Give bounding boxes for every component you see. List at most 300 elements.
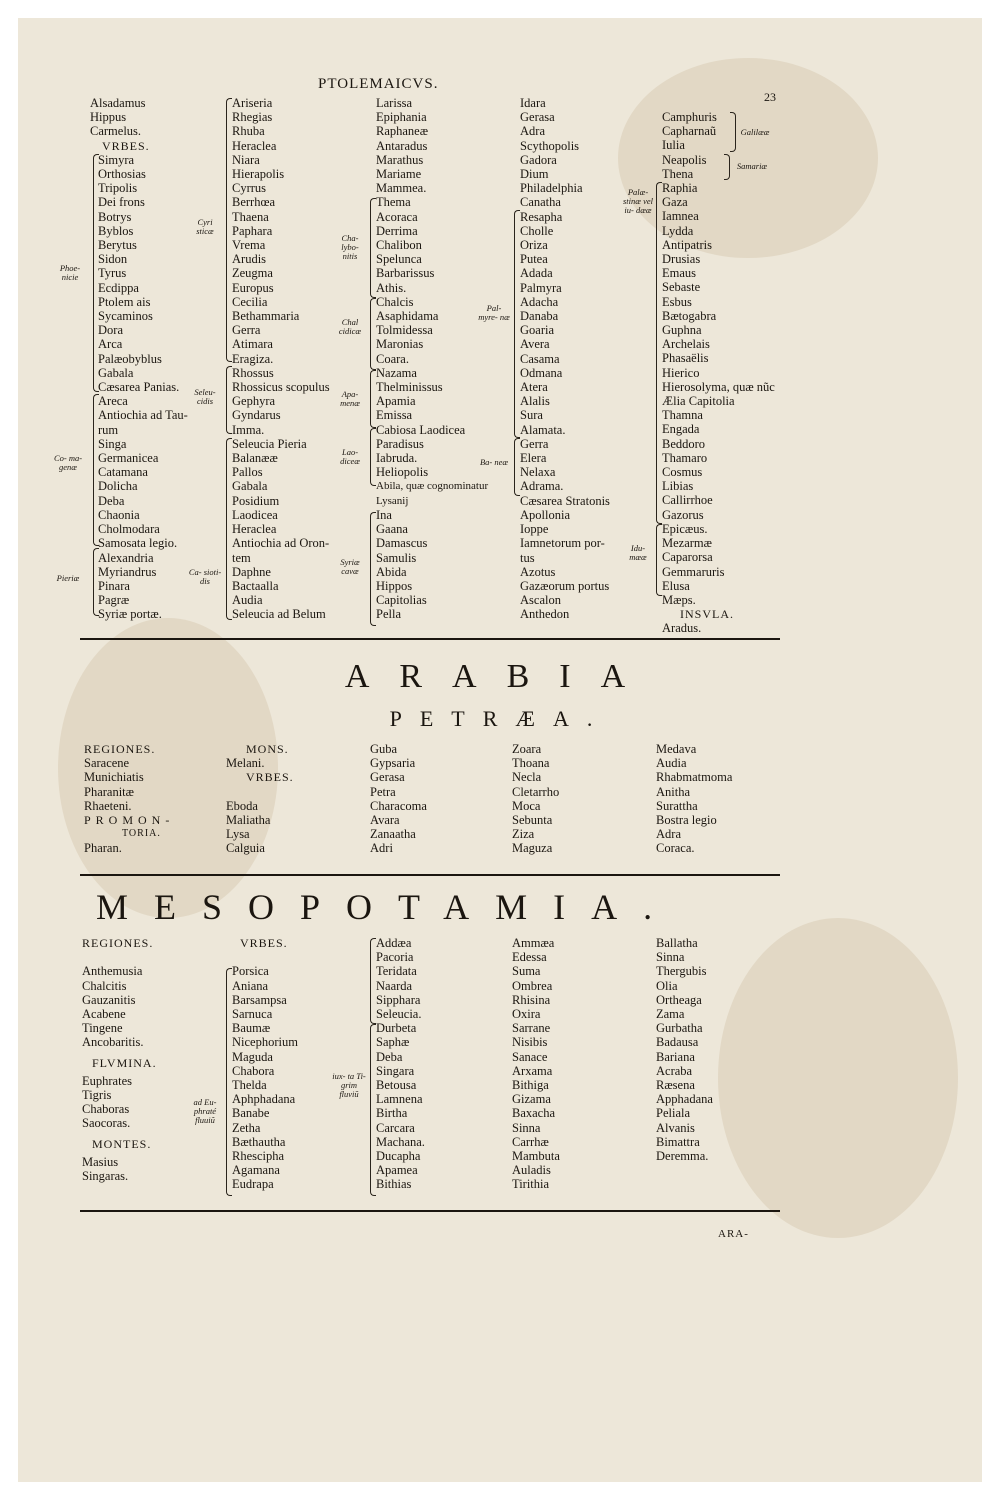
place-name: Ortheaga xyxy=(656,992,702,1007)
place-name: Pharanitæ xyxy=(84,784,134,799)
tlist-top xyxy=(90,96,188,139)
place-name: Adra xyxy=(520,124,545,139)
place-name: Atera xyxy=(520,380,548,395)
section-heading: REGIONES. xyxy=(84,742,156,756)
place-name: Cletarrho xyxy=(512,784,560,799)
tlist-syria-cava xyxy=(368,508,488,622)
place-name: Apamia xyxy=(376,394,416,409)
brace xyxy=(724,154,730,180)
place-name: Putea xyxy=(520,252,548,267)
place-name: Acraba xyxy=(656,1063,693,1078)
place-name: Carcara xyxy=(376,1120,415,1135)
place-name: Sura xyxy=(520,408,543,423)
place-name: Mammea. xyxy=(376,181,427,196)
place-name: Paradisus xyxy=(376,436,424,451)
place-name: Gerra xyxy=(232,323,261,338)
place-name: Raphaneæ xyxy=(376,124,429,139)
place-name: Asaphidama xyxy=(376,309,439,324)
place-name: Zoara xyxy=(512,742,542,756)
place-name: Phasaëlis xyxy=(662,351,709,366)
brace xyxy=(93,154,99,392)
place-name: Nazama xyxy=(376,365,417,380)
arabia-col-1 xyxy=(84,742,174,856)
side-label-phoenicia: Phoe- nicie xyxy=(59,263,81,282)
place-name: Gemmaruris xyxy=(662,564,725,579)
place-name: Baumæ xyxy=(232,1021,271,1036)
section-heading: VRBES. xyxy=(102,138,150,153)
tlist-meso-3 xyxy=(368,1021,425,1191)
place-name: Abila, quæ cognominatur xyxy=(376,480,489,493)
brace xyxy=(93,548,99,616)
meso-col-1 xyxy=(82,936,157,1183)
section-heading: VRBES. xyxy=(240,936,288,950)
place-name: Catamana xyxy=(98,465,148,480)
place-name: Sebaste xyxy=(662,280,701,295)
place-name: Idara xyxy=(520,96,546,110)
place-name: Rhossicus scopulus xyxy=(232,380,330,395)
place-name: Gerra xyxy=(520,436,549,451)
place-name: Adri xyxy=(370,841,393,856)
place-name: Mæps. xyxy=(662,592,696,607)
place-name: Epicæus. xyxy=(662,521,708,536)
place-name: Iamnea xyxy=(662,209,699,224)
place-name: Peliala xyxy=(656,1106,691,1121)
place-name: Philadelphia xyxy=(520,181,583,196)
place-name: Lamnena xyxy=(376,1092,423,1107)
place-name: Acabene xyxy=(82,1007,126,1021)
place-name: Masius xyxy=(82,1154,119,1169)
place-name: Petra xyxy=(370,784,396,799)
place-name: Chalcis xyxy=(376,294,414,309)
place-name: Samosata legio. xyxy=(98,536,178,551)
section-heading: MONTES. xyxy=(92,1136,152,1151)
place-name: Alamata. xyxy=(520,422,566,437)
place-name: Medava xyxy=(656,742,697,756)
place-name: Ptolem ais xyxy=(98,294,151,309)
place-name: Coraca. xyxy=(656,841,695,856)
place-name: Dei frons xyxy=(98,195,145,210)
place-name: Bostra legio xyxy=(656,813,717,828)
place-name: Heliopolis xyxy=(376,465,429,480)
place-name: Capharnaũ xyxy=(662,124,717,139)
place-name: Deba xyxy=(376,1049,403,1064)
place-name: Damascus xyxy=(376,536,428,551)
place-name: Gazorus xyxy=(662,507,704,522)
place-name: Balanææ xyxy=(232,451,278,466)
place-name: Zetha xyxy=(232,1120,261,1135)
syria-col-2 xyxy=(224,96,330,622)
place-name: Guba xyxy=(370,742,398,756)
place-name: Sanace xyxy=(512,1049,548,1064)
place-name: Anthemusia xyxy=(82,964,143,979)
brace xyxy=(226,968,232,1196)
syria-col-5 xyxy=(654,110,775,636)
meso-col-5 xyxy=(656,936,713,1163)
tlist-laodiceae xyxy=(368,423,488,480)
section-heading: TORIA. xyxy=(122,828,161,840)
brace xyxy=(226,98,232,362)
place-name: Emissa xyxy=(376,408,413,423)
place-name: Oxira xyxy=(512,1007,541,1022)
brace xyxy=(93,394,99,546)
place-name: Maronias xyxy=(376,337,424,352)
tlist-meso-5 xyxy=(656,936,713,1163)
tlist-promontoria xyxy=(84,841,174,855)
place-name: Ascalon xyxy=(520,593,561,608)
place-name: Tolmidessa xyxy=(376,323,433,338)
place-name: Mambuta xyxy=(512,1149,560,1164)
place-name: Heraclea xyxy=(232,138,277,153)
tlist-batanaeae xyxy=(512,437,610,494)
tlist-commagene xyxy=(90,394,188,550)
section-heading: INSVLA. xyxy=(680,607,734,622)
brace xyxy=(370,428,376,486)
place-name: Saphæ xyxy=(376,1035,410,1050)
place-name: Ina xyxy=(376,507,392,522)
place-name: Avara xyxy=(370,813,400,828)
place-name: tem xyxy=(232,550,251,565)
place-name: Goaria xyxy=(520,323,555,338)
place-name: Zanaatha xyxy=(370,827,416,842)
place-name: Oriza xyxy=(520,238,548,253)
tlist-idumaeae xyxy=(654,536,775,607)
place-name: Niara xyxy=(232,152,260,167)
place-name: Bæthautha xyxy=(232,1134,286,1149)
meso-col-4 xyxy=(512,936,560,1192)
place-name: Melani. xyxy=(226,756,265,771)
tlist-regiones xyxy=(82,964,157,1049)
place-name: Gurbatha xyxy=(656,1021,703,1036)
side-label-galilaeae: Galilææ xyxy=(740,127,770,137)
place-name: Epiphania xyxy=(376,110,427,125)
place-name: Adrama. xyxy=(520,479,564,494)
place-name: Engada xyxy=(662,422,700,437)
tlist-arabia-5 xyxy=(656,742,732,856)
place-name: Guphna xyxy=(662,323,702,338)
place-name: Antaradus xyxy=(376,138,428,153)
side-label-syria-cava: Syriæ cavæ xyxy=(340,557,360,576)
tlist-palaestinae xyxy=(654,181,775,536)
place-name: Thena xyxy=(662,166,694,181)
place-name: rum xyxy=(98,422,119,437)
place-name: Betousa xyxy=(376,1078,417,1093)
brace xyxy=(370,298,376,370)
place-name: Larissa xyxy=(376,96,413,110)
place-name: Sycaminos xyxy=(98,309,153,324)
place-name: Hierosolyma, quæ nũc xyxy=(662,379,775,394)
place-name: Coara. xyxy=(376,351,409,366)
section-heading: VRBES. xyxy=(246,770,294,785)
place-name: Alvanis xyxy=(656,1120,695,1135)
brace xyxy=(514,438,520,496)
tlist-phoenicia xyxy=(90,153,188,394)
place-name: Gizama xyxy=(512,1092,551,1107)
horizontal-rule xyxy=(80,1210,780,1212)
place-name: Alsadamus xyxy=(90,96,146,110)
side-label-euphrates: ad Eu- phraté fluuiũ xyxy=(193,1097,217,1125)
place-name: Teridata xyxy=(376,964,417,979)
brace xyxy=(370,198,376,298)
place-name: Agamana xyxy=(232,1163,280,1178)
place-name: Saocoras. xyxy=(82,1116,131,1131)
side-label-palmyrenae: Pal- myre- næ xyxy=(478,303,510,322)
place-name: Ziza xyxy=(512,827,535,842)
side-label-tigris: iux- ta Ti- grim fluviũ xyxy=(332,1071,366,1099)
place-name: Heraclea xyxy=(232,522,277,537)
place-name: Necla xyxy=(512,770,542,785)
place-name: Paphara xyxy=(232,223,273,238)
place-name: Cabiosa Laodicea xyxy=(376,422,466,437)
place-name: Ioppe xyxy=(520,522,549,537)
place-name: Elusa xyxy=(662,578,690,593)
place-name: Thelda xyxy=(232,1078,267,1093)
place-name: Sinna xyxy=(656,950,685,965)
place-name: Chaboras xyxy=(82,1102,130,1117)
place-name: Capitolias xyxy=(376,593,427,608)
place-name: Tirithia xyxy=(512,1177,550,1192)
brace xyxy=(370,938,376,1024)
place-name: Adacha xyxy=(520,294,559,309)
place-name: Athis. xyxy=(376,280,407,295)
place-name: tus xyxy=(520,550,535,565)
tlist-regiones xyxy=(84,756,174,813)
place-name: Berrhœa xyxy=(232,195,276,210)
place-name: Esbus xyxy=(662,294,692,309)
tlist-palmyrenae xyxy=(512,210,610,437)
place-name: Cæsarea Panias. xyxy=(98,380,180,395)
place-name: Bactaalla xyxy=(232,578,279,593)
place-name: Eboda xyxy=(226,798,258,813)
place-name: Drusias xyxy=(662,252,701,267)
place-name: Scythopolis xyxy=(520,138,580,153)
brace xyxy=(370,1024,376,1196)
place-name: Audia xyxy=(656,756,687,771)
place-name: Rhescipha xyxy=(232,1149,285,1164)
book-page xyxy=(18,18,982,1482)
place-name: Danaba xyxy=(520,309,559,324)
place-name: Syriæ portæ. xyxy=(98,607,162,622)
place-name: Rhossus xyxy=(232,365,274,380)
place-name: Pagræ xyxy=(98,593,130,608)
place-name: Bithias xyxy=(376,1177,412,1192)
place-name: Ecdippa xyxy=(98,280,139,295)
tlist-urbes xyxy=(224,964,298,1191)
place-name: Ancobaritis. xyxy=(82,1035,144,1050)
place-name: Aradus. xyxy=(662,621,702,636)
arabia-title: ARABIA xyxy=(344,658,656,695)
place-name: Anthedon xyxy=(520,607,570,622)
place-name: Badausa xyxy=(656,1035,699,1050)
place-name: Maliatha xyxy=(226,813,271,827)
place-name: Spelunca xyxy=(376,252,422,267)
place-name: Lysa xyxy=(226,827,250,842)
place-name: Pallos xyxy=(232,465,263,480)
side-label-samariae: Samariæ xyxy=(736,161,768,171)
place-name: Chaonia xyxy=(98,507,140,522)
place-name: Orthosias xyxy=(98,167,146,182)
catchword: ARA- xyxy=(718,1228,749,1240)
place-name: Callirrhoe xyxy=(662,493,713,508)
side-label-palaestinae: Palæ- stinæ vel iu- dææ xyxy=(623,187,653,215)
tlist-mons xyxy=(226,756,294,770)
place-name: Aniana xyxy=(232,978,269,993)
place-name: Thergubis xyxy=(656,964,707,979)
place-name: Sarnuca xyxy=(232,1007,273,1021)
place-name: Chalcitis xyxy=(82,978,127,993)
place-name: Beddoro xyxy=(662,436,706,451)
place-name: Antiochia ad Oron- xyxy=(232,536,330,551)
paper-stain xyxy=(718,918,958,1238)
place-name: Alalis xyxy=(520,394,550,409)
place-name: Ballatha xyxy=(656,936,698,950)
section-heading: PROMON- xyxy=(84,813,175,828)
page-number: 23 xyxy=(764,90,776,104)
place-name: Neapolis xyxy=(662,152,707,167)
horizontal-rule xyxy=(80,638,780,640)
place-name: Eragiza. xyxy=(232,351,274,366)
place-name: Hierico xyxy=(662,365,700,380)
place-name: Gaza xyxy=(662,195,688,210)
side-label-apamenae: Apa- menæ xyxy=(340,389,360,408)
meso-col-3 xyxy=(368,936,425,1192)
place-name: Germanicea xyxy=(98,451,159,466)
side-label-commagene: Co- ma- genæ xyxy=(53,453,83,472)
place-name: Gephyra xyxy=(232,394,276,409)
arabia-col-4 xyxy=(512,742,559,856)
place-name: Pacoria xyxy=(376,950,414,965)
section-heading: MONS. xyxy=(246,742,289,756)
place-name: Mariame xyxy=(376,167,422,182)
place-name: Ombrea xyxy=(512,978,553,993)
place-name: Tripolis xyxy=(98,181,138,196)
place-name: Bætogabra xyxy=(662,308,717,323)
place-name: Olia xyxy=(656,978,678,993)
place-name: Antiochia ad Tau- xyxy=(98,408,188,423)
tlist-pieria xyxy=(90,551,188,622)
place-name: Thema xyxy=(376,195,411,210)
place-name: Azotus xyxy=(520,564,556,579)
place-name: Simyra xyxy=(98,152,135,167)
place-name: Arxama xyxy=(512,1063,553,1078)
place-name: Gabala xyxy=(98,365,134,380)
running-head: PTOLEMAICVS. xyxy=(318,76,439,92)
place-name: Samulis xyxy=(376,550,417,565)
side-label-cyrrhestica: Cyri sticæ xyxy=(196,217,214,236)
brace xyxy=(514,210,520,438)
place-name: Cosmus xyxy=(662,465,703,480)
place-name: Lydda xyxy=(662,223,694,238)
tlist-meso-4 xyxy=(512,936,560,1192)
place-name: Maguda xyxy=(232,1049,273,1064)
place-name: Barbarissus xyxy=(376,266,435,281)
place-name: Botrys xyxy=(98,209,132,224)
place-name: Berytus xyxy=(98,238,137,253)
tlist-urbes xyxy=(226,799,294,856)
place-name: Myriandrus xyxy=(98,564,157,579)
place-name: Deba xyxy=(98,493,125,508)
meso-col-2 xyxy=(224,936,298,1192)
side-label-chalcidicae: Chal cidicæ xyxy=(338,317,362,336)
place-name: Saracene xyxy=(84,756,130,771)
place-name: Elera xyxy=(520,451,547,466)
side-label-batanaeae: Ba- neæ xyxy=(479,457,509,467)
place-name: Gauzanitis xyxy=(82,992,136,1007)
place-name: Ælia Capitolia xyxy=(662,394,735,409)
place-name: Areca xyxy=(98,394,128,409)
tlist-arabia-3 xyxy=(370,742,427,856)
place-name: Carrhæ xyxy=(512,1134,549,1149)
arabia-col-3 xyxy=(370,742,427,856)
place-name: Porsica xyxy=(232,964,269,979)
section-heading: FLVMINA. xyxy=(92,1055,157,1070)
place-name: Apphadana xyxy=(656,1092,713,1107)
side-label-laodiceae: Lao- diceæ xyxy=(340,447,360,466)
place-name: Caparorsa xyxy=(662,550,713,565)
place-name: Auladis xyxy=(512,1163,551,1178)
place-name: Thelminissus xyxy=(376,380,443,395)
place-name: Suma xyxy=(512,964,541,979)
place-name: Chabora xyxy=(232,1063,275,1078)
brace xyxy=(226,438,232,620)
place-name: Daphne xyxy=(232,564,271,579)
place-name: Gazæorum portus xyxy=(520,578,610,593)
place-name: Anitha xyxy=(656,784,691,799)
tlist-casiotidis xyxy=(224,437,330,622)
place-name: Euphrates xyxy=(82,1073,132,1088)
place-name: Antipatris xyxy=(662,237,712,252)
place-name: Marathus xyxy=(376,152,424,167)
place-name: Characoma xyxy=(370,798,427,813)
place-name: Vrema xyxy=(232,238,266,253)
place-name: Gypsaria xyxy=(370,756,416,771)
place-name: Imma. xyxy=(232,422,265,437)
place-name: Hippos xyxy=(376,578,413,593)
place-name: Nisibis xyxy=(512,1035,548,1050)
place-name: Banabe xyxy=(232,1106,270,1121)
place-name: Thamaro xyxy=(662,450,708,465)
side-label-idumaeae: Idu- mææ xyxy=(629,543,647,562)
tlist-col3-top xyxy=(368,96,488,195)
tlist-montes xyxy=(82,1155,157,1183)
syria-col-4 xyxy=(512,96,610,622)
tlist-chalcidicae xyxy=(368,295,488,366)
brace xyxy=(730,112,736,152)
mesopotamia-title: MESOPOTAMIA. xyxy=(96,887,679,927)
place-name: Surattha xyxy=(656,798,698,813)
side-label-pieria: Pieriæ xyxy=(56,573,80,583)
place-name: Rhaeteni. xyxy=(84,798,132,813)
place-name: Cyrrus xyxy=(232,181,267,196)
place-name: Munichiatis xyxy=(84,770,144,785)
place-name: Baxacha xyxy=(512,1106,556,1121)
tlist-abila xyxy=(368,479,488,507)
place-name: Hippus xyxy=(90,110,127,125)
place-name: Canatha xyxy=(520,195,561,210)
place-name: Apamea xyxy=(376,1163,418,1178)
place-name: Palæobyblus xyxy=(98,351,162,366)
place-name: Cholmodara xyxy=(98,522,160,537)
place-name: Europus xyxy=(232,280,274,295)
place-name: Deremma. xyxy=(656,1149,709,1164)
place-name: Avera xyxy=(520,337,550,352)
place-name: Acoraca xyxy=(376,209,418,224)
place-name: Bariana xyxy=(656,1049,695,1064)
place-name: Sarrane xyxy=(512,1021,551,1036)
place-name: Libias xyxy=(662,479,694,494)
place-name: Tigris xyxy=(82,1088,112,1103)
place-name: Bimattra xyxy=(656,1134,700,1149)
tlist-col4-top xyxy=(512,96,610,210)
